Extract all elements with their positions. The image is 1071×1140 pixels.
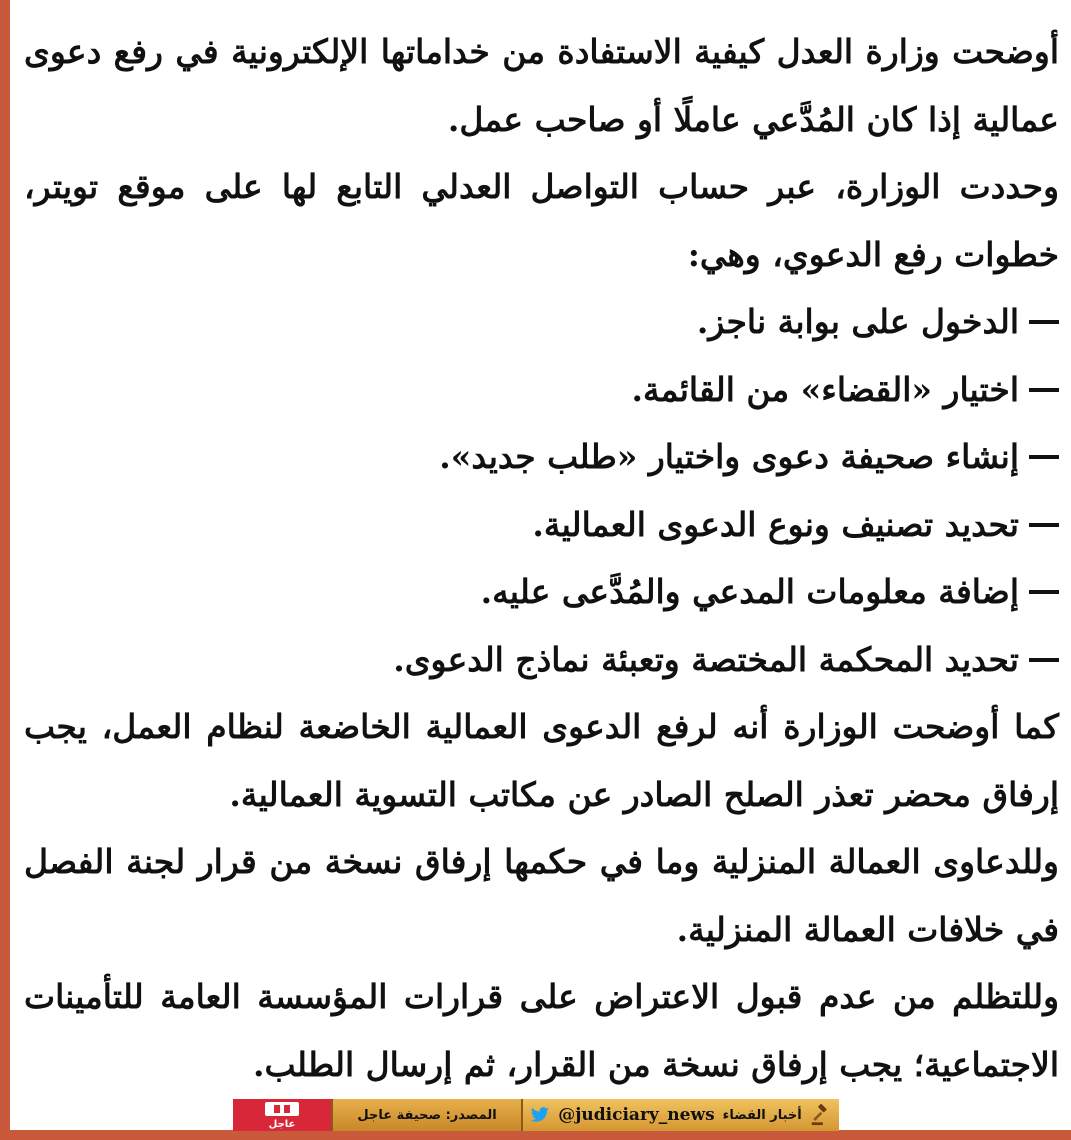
dash-icon	[1029, 658, 1059, 662]
step-text: الدخول على بوابة ناجز.	[696, 302, 1019, 341]
dash-icon	[1029, 590, 1059, 594]
step-item	[24, 288, 1059, 356]
step-item	[24, 626, 1059, 694]
step-item	[24, 423, 1059, 491]
dash-icon	[1029, 388, 1059, 392]
twitter-handle: @judiciary_news	[558, 1105, 715, 1125]
dash-icon	[1029, 455, 1059, 459]
dash-icon	[1029, 523, 1059, 527]
article-body	[24, 18, 1059, 1098]
article-paragraph-steps-intro: وحددت الوزارة، عبر حساب التواصل العدلي التابع لها على موقع تويتر، خطوات رفع الدعوي، وهي:	[24, 167, 1059, 274]
logo-mark-icon	[265, 1102, 299, 1116]
step-text: إنشاء صحيفة دعوى واختيار «طلب جديد».	[439, 437, 1019, 476]
step-item	[24, 356, 1059, 424]
source-footer-bar	[233, 1099, 839, 1131]
step-item	[24, 491, 1059, 559]
gavel-icon	[810, 1104, 832, 1126]
step-text: تحديد المحكمة المختصة وتعبئة نماذج الدعوى.	[393, 639, 1019, 679]
step-text: تحديد تصنيف ونوع الدعوى العمالية.	[532, 504, 1019, 544]
step-text: إضافة معلومات المدعي والمُدَّعى عليه.	[480, 572, 1019, 611]
article-paragraph-domestic-labor: وللدعاوى العمالة المنزلية وما في حكمها إرفاق نسخة من قرار لجنة الفصل في خلافات العمالة المنزلية.	[24, 842, 1059, 949]
article-paragraph-labor-cases: كما أوضحت الوزارة أنه لرفع الدعوى العمالية الخاضعة لنظام العمل، يجب إرفاق محضر تعذر الصلح الصادر عن مكاتب التسوية العمالية.	[24, 707, 1059, 814]
step-item	[24, 558, 1059, 626]
article-paragraph-intro: أوضحت وزارة العدل كيفية الاستفادة من خداماتها الإلكترونية في رفع دعوى عمالية إذا كان المُدَّعي عاملًا أو صاحب عمل.	[24, 32, 1059, 139]
source-label: المصدر: صحيفة عاجل	[331, 1099, 523, 1131]
page	[10, 0, 1071, 1130]
twitter-bird-icon	[530, 1107, 550, 1123]
brand-logo	[233, 1099, 331, 1131]
dash-icon	[1029, 320, 1059, 324]
article-paragraph-appeal: وللتظلم من عدم قبول الاعتراض على قرارات المؤسسة العامة للتأمينات الاجتماعية؛ يجب إرفاق نسخة من القرار، ثم إرسال الطلب.	[24, 977, 1059, 1084]
twitter-account-badge	[523, 1099, 839, 1131]
brand-wordmark: عاجل	[268, 1119, 296, 1130]
account-name: أخبار القضاء	[722, 1107, 802, 1123]
step-text: اختيار «القضاء» من القائمة.	[631, 369, 1019, 409]
